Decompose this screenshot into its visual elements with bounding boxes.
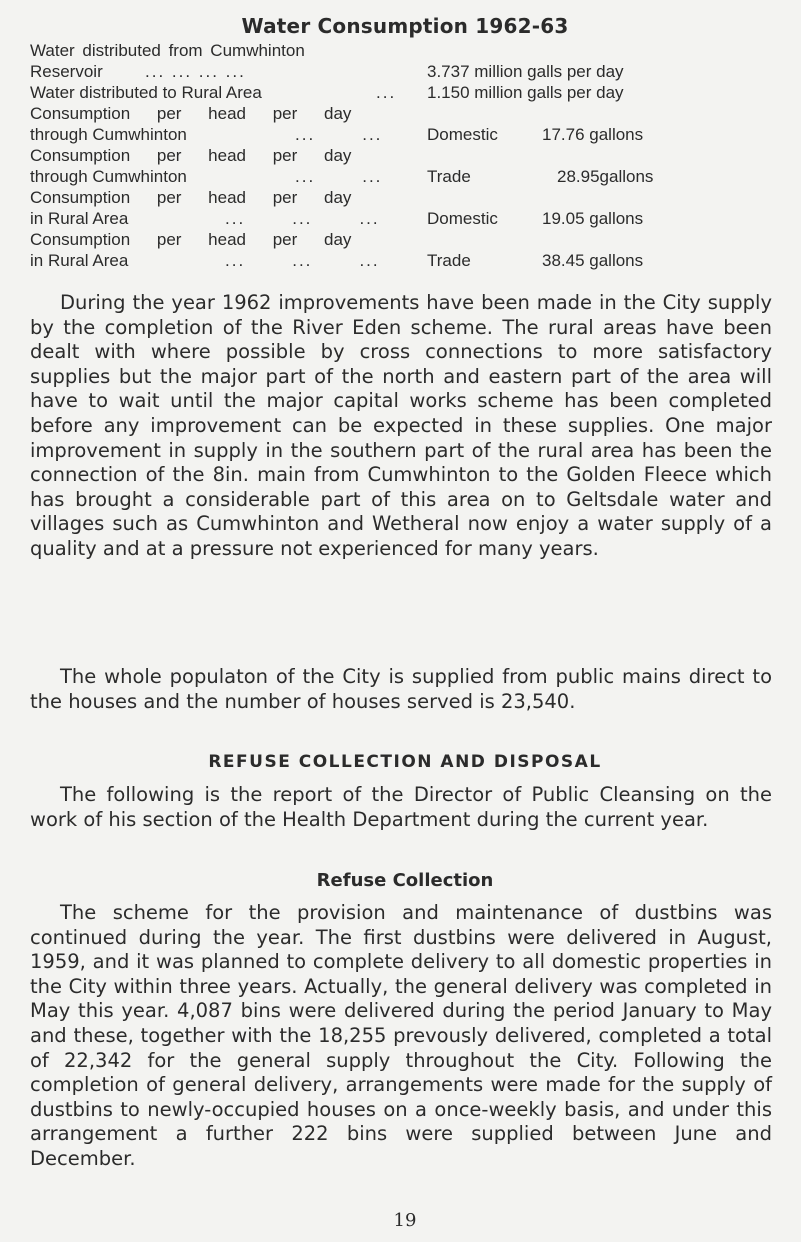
- stat-label-line1: Consumption per head per day: [30, 230, 352, 249]
- section-heading-refuse: REFUSE COLLECTION AND DISPOSAL: [208, 752, 602, 772]
- stat-label-line1: Consumption per head per day: [30, 188, 352, 207]
- stat-value: 3.737 million galls per day: [427, 62, 624, 81]
- stat-value: 38.45 gallons: [542, 251, 644, 270]
- stat-dots: ... ... ...: [225, 251, 380, 270]
- stat-label-line1: Consumption per head per day: [30, 104, 352, 123]
- stat-row: [30, 40, 780, 82]
- stat-dots: ...: [376, 83, 397, 102]
- stat-unit: Trade: [427, 167, 471, 186]
- paragraph-population: The whole populaton of the City is supplied from public mains direct to the houses and the number of houses served is 23,540.: [30, 665, 772, 713]
- stat-row: [30, 103, 780, 145]
- stat-label-line2: through Cumwhinton: [30, 125, 187, 144]
- stat-dots: ... ... ... ...: [145, 62, 246, 81]
- stat-dots: ... ...: [295, 167, 383, 186]
- paragraph-river-eden: During the year 1962 improvements have been made in the City supply by the completion of the River Eden scheme. The rural areas have been dealt with where possible by cross connections to more satisfactory supplies but the major part of the north and eastern part of the area will have to wait until the major capital works scheme has been completed before any improvement can be expected in these supplies. One major improvement in supply in the southern part of the rural area has been the connection of the 8in. main from Cumwhinton to the Golden Fleece which has brought a considerable part of this area on to Geltsdale water and villages such as Cumwhinton and Wetheral now enjoy a water supply of a quality and at a pressure not experienced for many years.: [30, 291, 772, 560]
- stat-dots: ... ...: [295, 125, 383, 144]
- stat-unit: Domestic: [427, 125, 498, 144]
- paragraph-dustbins: The scheme for the provision and maintenance of dustbins was continued during the year. The first dustbins were delivered in August, 1959, and it was planned to complete delivery to all domestic properties in the City within three years. Actually, the general delivery was completed in May this year. 4,087 bins were delivered during the period January to May and these, together with the 18,255 prevously delivered, completed a total of 22,342 for the general supply throughout the City. Following the completion of general delivery, arrangements were made for the supply of dustbins to newly-occupied houses on a once-weekly basis, and under this arrangement a further 222 bins were supplied between June and December.: [30, 901, 772, 1170]
- stat-label-line1: Water distributed from Cumwhinton: [30, 41, 305, 60]
- page-title: Water Consumption 1962-63: [241, 14, 569, 38]
- stat-value: 1.150 million galls per day: [427, 83, 624, 102]
- stat-label-line2: in Rural Area: [30, 251, 129, 270]
- stat-unit: Domestic: [427, 209, 498, 228]
- stat-value: 17.76 gallons: [542, 125, 644, 144]
- stat-row: [30, 229, 780, 271]
- stat-dots: ... ... ...: [225, 209, 380, 228]
- stat-row: [30, 145, 780, 187]
- stat-row: [30, 82, 780, 103]
- stat-label-line2: Water distributed to Rural Area: [30, 83, 262, 102]
- stat-label-line1: Consumption per head per day: [30, 146, 352, 165]
- stat-unit: Trade: [427, 251, 471, 270]
- stat-row: [30, 187, 780, 229]
- section-heading-collection: Refuse Collection: [316, 870, 494, 891]
- stat-label-line2: in Rural Area: [30, 209, 129, 228]
- stat-label-line2: through Cumwhinton: [30, 167, 187, 186]
- stat-value: 19.05 gallons: [542, 209, 644, 228]
- stat-label-line2: Reservoir: [30, 62, 103, 81]
- page-number: 19: [393, 1210, 417, 1231]
- stat-value: 28.95gallons: [557, 167, 654, 186]
- paragraph-report-intro: The following is the report of the Director of Public Cleansing on the work of his section of the Health Department during the current year.: [30, 783, 772, 831]
